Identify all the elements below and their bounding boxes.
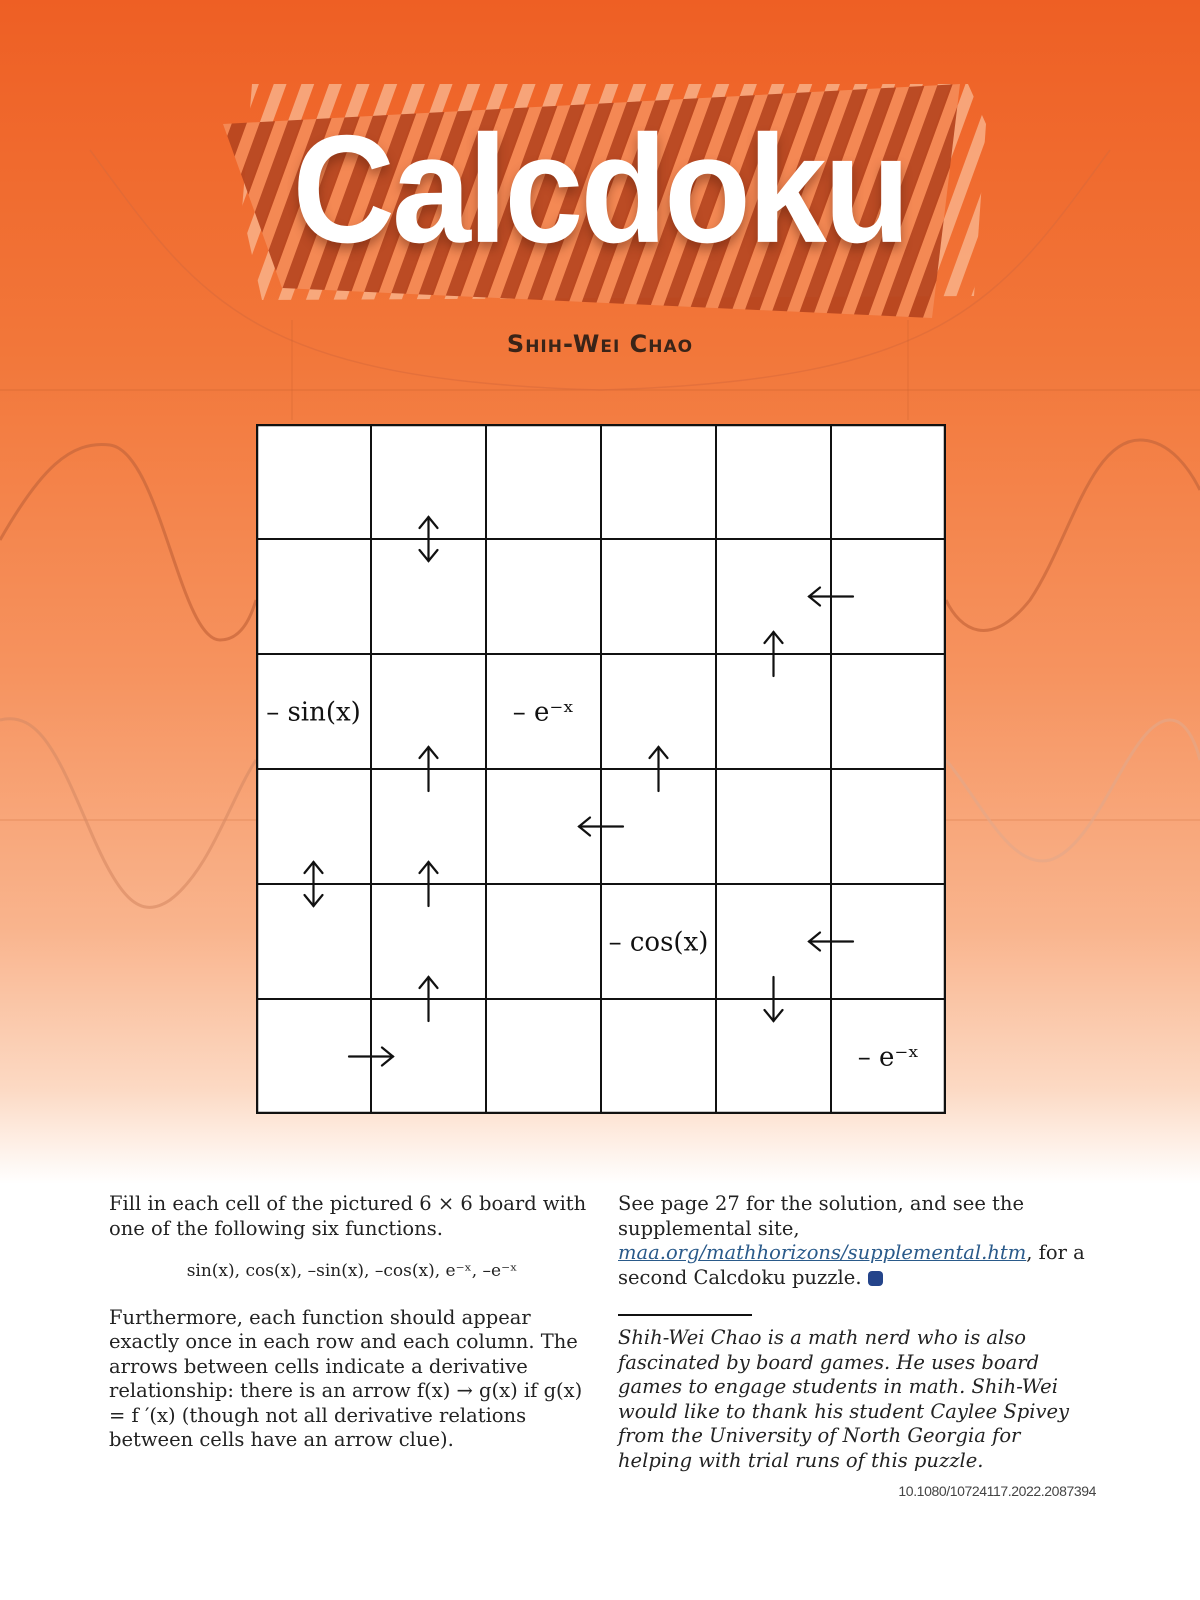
board-cell-r5c3[interactable] — [602, 1000, 715, 1113]
supplemental-link[interactable]: maa.org/mathhorizons/supplemental.htm — [618, 1241, 1027, 1264]
board-cell-r3c4[interactable] — [717, 770, 830, 883]
page-title: Calcdoku — [292, 103, 908, 276]
board-cell-r0c5[interactable] — [832, 425, 945, 538]
board-cell-r2c5[interactable] — [832, 655, 945, 768]
clue-text: – cos(x) — [608, 927, 709, 958]
author-name: Shih-Wei Chao — [506, 330, 694, 358]
board-cell-r0c0[interactable] — [257, 425, 370, 538]
board-cell-r1c3[interactable] — [602, 540, 715, 653]
notes-column — [618, 1192, 1096, 1504]
doi-text: 10.1080/10724117.2022.2087394 — [898, 1483, 1096, 1499]
solution-note-end: , for a second Calcdoku puzzle. — [618, 1241, 1085, 1289]
board-cell-r4c2[interactable] — [487, 885, 600, 998]
end-of-article-icon — [868, 1271, 883, 1286]
clue-text: – e⁻ˣ — [857, 1042, 920, 1073]
bio-divider — [618, 1314, 752, 1316]
board-cell-r0c4[interactable] — [717, 425, 830, 538]
board-cell-r0c3[interactable] — [602, 425, 715, 538]
board-cell-r5c2[interactable] — [487, 1000, 600, 1113]
clue-text: – sin(x) — [266, 697, 361, 728]
intro-paragraph: Fill in each cell of the pictured 6 × 6 board with one of the following six functions. — [109, 1192, 587, 1240]
rules-paragraph: Furthermore, each function should appear exactly once in each row and each column. The arrows between cells indicate a derivative relationship: there is an arrow f(x) → g(x) if g(x) = f ′(x) (though not all derivative relations between cells have an arrow clue). — [109, 1305, 583, 1451]
clue-text: – e⁻ˣ — [512, 697, 575, 728]
function-list: sin(x), cos(x), –sin(x), –cos(x), e⁻ˣ, –e⁻ˣ — [186, 1261, 518, 1281]
board-cell-r3c5[interactable] — [832, 770, 945, 883]
board-cell-r1c2[interactable] — [487, 540, 600, 653]
solution-note — [618, 1192, 1096, 1290]
instructions-column — [109, 1192, 595, 1471]
author-bio: Shih-Wei Chao is a math nerd who is also fascinated by board games. He uses board games to engage students in math. Shih-Wei would like to thank his student Caylee Spivey from the University of North Georgia for helping with trial runs of this puzzle. — [618, 1326, 1070, 1472]
board-cell-r0c2[interactable] — [487, 425, 600, 538]
title-banner — [0, 0, 1200, 360]
solution-note-text: See page 27 for the solution, and see the supplemental site, — [618, 1192, 1024, 1240]
board-cell-r1c0[interactable] — [257, 540, 370, 653]
calcdoku-board — [256, 424, 946, 1114]
